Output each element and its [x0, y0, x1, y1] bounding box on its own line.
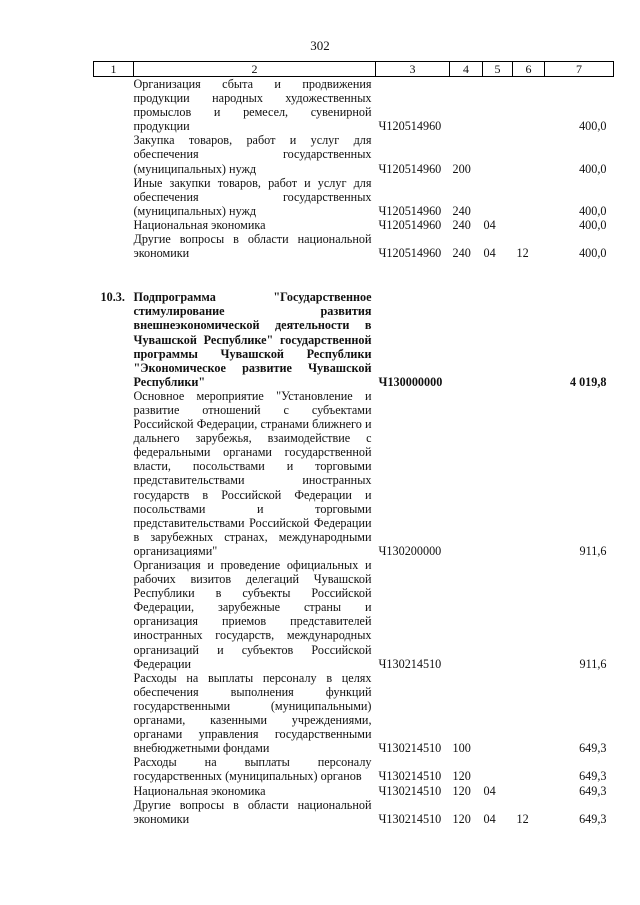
- row-expense-group: 100: [452, 741, 471, 756]
- row-amount: 911,6: [579, 656, 607, 671]
- row-subsection: [513, 671, 545, 756]
- row-section: [483, 558, 513, 671]
- row-amount: 400,0: [579, 217, 607, 232]
- row-amount: 649,3: [579, 769, 607, 784]
- row-description: Другие вопросы в области национальной экономики: [133, 797, 372, 826]
- row-subsection: [513, 558, 545, 671]
- row-expense-group: 240: [452, 217, 471, 232]
- row-description: Расходы на выплаты персоналу государственных (муниципальных) органов: [133, 755, 372, 784]
- row-number: [94, 232, 134, 260]
- table-header-row: [94, 62, 614, 77]
- row-description: Подпрограмма "Государственное стимулирование развития внешнеэкономической деятельности в Чувашской Республике" государственной программы Чувашской Республики "Экономическое развитие Чувашской Республики": [133, 290, 372, 389]
- page-number: 302: [310, 38, 330, 53]
- row-subsection: [513, 77, 545, 134]
- row-description: Расходы на выплаты персоналу в целях обеспечения выполнения функций государственными (муниципальными) органами, казенными учреждениями, органами управления государственными внебюджетными фондами: [133, 670, 372, 756]
- table-row: [94, 558, 614, 671]
- row-description: Национальная экономика: [133, 783, 266, 798]
- row-target-code: Ч130000000: [378, 374, 443, 389]
- row-subsection: [513, 176, 545, 218]
- row-section: [483, 133, 513, 175]
- row-section: 04: [483, 783, 496, 798]
- row-description: Организация и проведение официальных и рабочих визитов делегаций Чувашской Республики в субъекты Российской Федерации, зарубежные страны и организация приемов представителей иностранных государств, международных организаций и субъектов Российской Федерации: [133, 558, 372, 671]
- row-section: [483, 671, 513, 756]
- row-expense-group: [450, 558, 483, 671]
- row-section: [483, 755, 513, 783]
- row-target-code: Ч120514960: [378, 119, 442, 134]
- row-target-code: Ч120514960: [378, 246, 442, 261]
- row-expense-group: 240: [452, 246, 471, 261]
- row-number: [94, 558, 134, 671]
- row-section: [483, 176, 513, 218]
- row-number: [94, 784, 134, 798]
- row-expense-group: 240: [452, 203, 471, 218]
- row-description: Национальная экономика: [133, 217, 266, 232]
- row-amount: 400,0: [579, 119, 607, 134]
- row-expense-group: 120: [452, 783, 471, 798]
- row-section: [483, 290, 513, 389]
- table-row: [94, 798, 614, 826]
- row-description: Организация сбыта и продвижения продукции народных художественных промыслов и ремесел, сувенирной продукции: [133, 77, 372, 134]
- row-amount: 4 019,8: [569, 374, 607, 389]
- row-expense-group: 200: [452, 161, 471, 176]
- row-section: 04: [483, 246, 496, 261]
- table-row: [94, 784, 614, 798]
- row-description: Основное мероприятие "Установление и развитие отношений с субъектами Российской Федерации, странами ближнего и дальнего зарубежья, взаимодействие с федеральными органами государственной власти, посольствами и торговыми представительствами иностранных государств в Российской Федерации и посольствами и торговыми представительствами Российской Федерации в зарубежных странах, международными организациями": [133, 388, 372, 558]
- table-row: [94, 755, 614, 783]
- row-expense-group: [450, 77, 483, 134]
- row-subsection: [513, 784, 545, 798]
- row-expense-group: [450, 290, 483, 389]
- row-number: [94, 671, 134, 756]
- row-number: 10.3.: [100, 290, 125, 305]
- row-amount: 911,6: [579, 543, 607, 558]
- table-row: [94, 218, 614, 232]
- header-col-2: 2: [134, 62, 376, 77]
- row-amount: 400,0: [579, 203, 607, 218]
- table-row: [94, 389, 614, 558]
- row-number: [94, 755, 134, 783]
- row-description: Закупка товаров, работ и услуг для обеспечения государственных (муниципальных) нужд: [133, 133, 372, 176]
- header-col-1: 1: [94, 62, 134, 77]
- row-spacer: [94, 260, 614, 290]
- row-subsection: [513, 389, 545, 558]
- row-expense-group: 120: [452, 811, 471, 826]
- row-target-code: Ч130214510: [378, 811, 442, 826]
- row-section: [483, 77, 513, 134]
- row-target-code: Ч130214510: [378, 769, 442, 784]
- row-subsection: [513, 290, 545, 389]
- table-row: [94, 232, 614, 260]
- row-amount: 649,3: [579, 741, 607, 756]
- row-section: [483, 389, 513, 558]
- header-col-6: 6: [513, 62, 545, 77]
- row-amount: 400,0: [579, 246, 607, 261]
- row-subsection: 12: [516, 246, 529, 261]
- row-number: [94, 218, 134, 232]
- row-target-code: Ч130214510: [378, 741, 442, 756]
- row-target-code: Ч120514960: [378, 203, 442, 218]
- table-row: [94, 176, 614, 218]
- row-target-code: Ч130214510: [378, 656, 442, 671]
- row-target-code: Ч130200000: [378, 543, 442, 558]
- row-number: [94, 133, 134, 175]
- table-row: [94, 133, 614, 175]
- row-number: [94, 389, 134, 558]
- row-section: 04: [483, 217, 496, 232]
- header-col-3: 3: [376, 62, 450, 77]
- row-expense-group: [450, 389, 483, 558]
- row-subsection: [513, 218, 545, 232]
- table-row: [94, 671, 614, 756]
- budget-table: [93, 61, 614, 826]
- row-target-code: Ч130214510: [378, 783, 442, 798]
- row-expense-group: 120: [452, 769, 471, 784]
- row-description: Другие вопросы в области национальной экономики: [133, 232, 372, 261]
- row-number: [94, 77, 134, 134]
- row-section: 04: [483, 811, 496, 826]
- row-amount: 649,3: [579, 783, 607, 798]
- row-subsection: [513, 755, 545, 783]
- table-row: [94, 290, 614, 389]
- row-subsection: [513, 133, 545, 175]
- header-col-4: 4: [450, 62, 483, 77]
- row-amount: 649,3: [579, 811, 607, 826]
- row-target-code: Ч120514960: [378, 161, 442, 176]
- header-col-5: 5: [483, 62, 513, 77]
- row-number: [94, 798, 134, 826]
- row-subsection: 12: [516, 811, 529, 826]
- table-row: [94, 77, 614, 134]
- header-col-7: 7: [545, 62, 614, 77]
- row-target-code: Ч120514960: [378, 217, 442, 232]
- row-description: Иные закупки товаров, работ и услуг для обеспечения государственных (муниципальных) нужд: [133, 175, 372, 218]
- row-number: [94, 176, 134, 218]
- row-amount: 400,0: [579, 161, 607, 176]
